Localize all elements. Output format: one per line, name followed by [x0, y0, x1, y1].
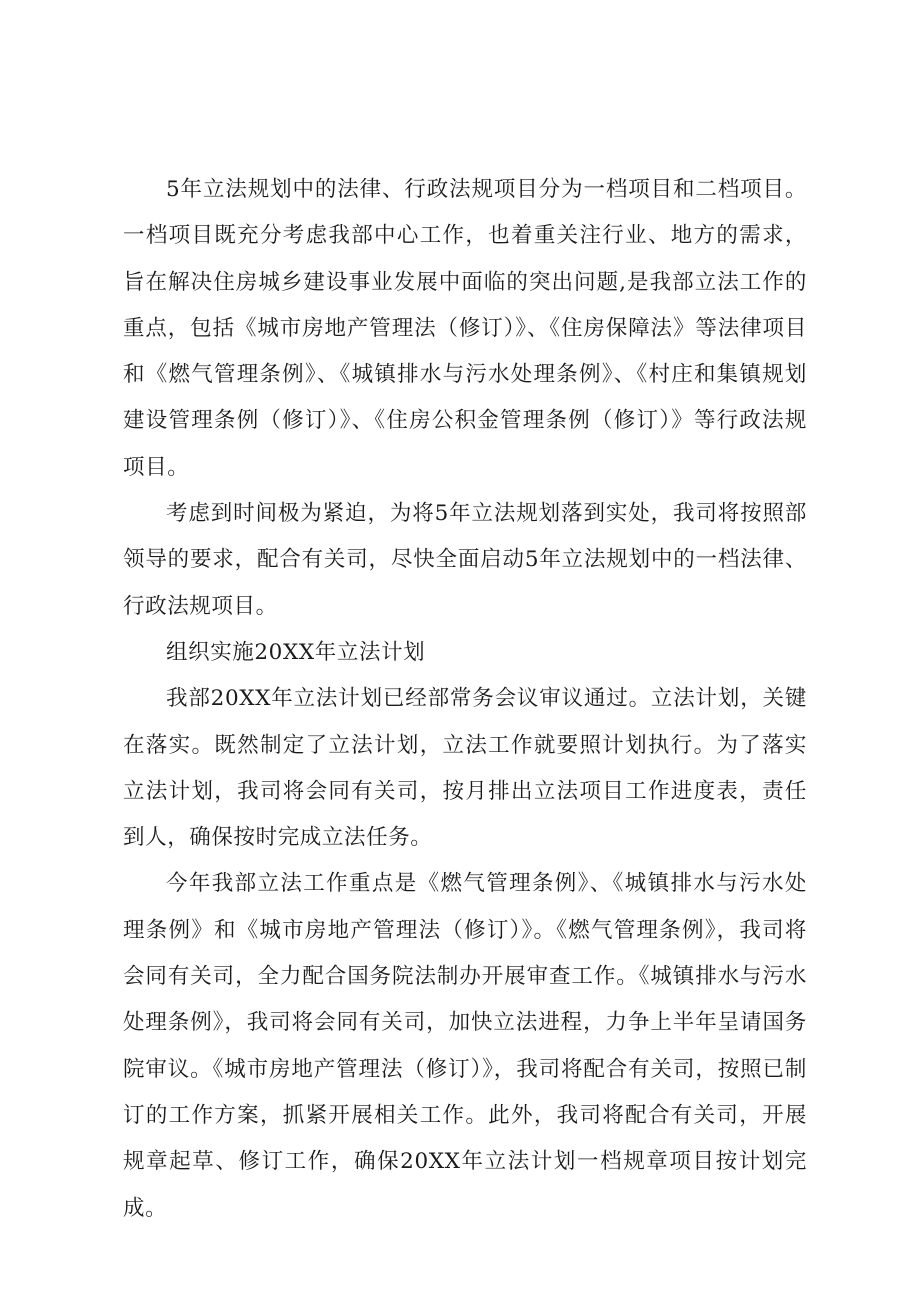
- paragraph-key-priorities: 今年我部立法工作重点是《燃气管理条例》、《城镇排水与污水处理条例》和《城市房地产管理法（修订）》。《燃气管理条例》，我司将会同有关司，全力配合国务院法制办开展审查工作。《城镇排水与污水处理条例》，我司将会同有关司，加快立法进程，力争上半年呈请国务院审议。《城市房地产管理法（修订）》，我司将配合有关司，按照已制订的工作方案，抓紧开展相关工作。此外，我司将配合有关司，开展规章起草、修订工作，确保20XX年立法计划一档规章项目按计划完成。: [123, 871, 807, 1221]
- paragraph-time-urgency: 考虑到时间极为紧迫，为将5年立法规划落到实处，我司将按照部领导的要求，配合有关司，尽快全面启动5年立法规划中的一档法律、行政法规项目。: [123, 501, 807, 619]
- paragraph-legislative-plan-items: 5年立法规划中的法律、行政法规项目分为一档项目和二档项目。一档项目既充分考虑我部中心工作，也着重关注行业、地方的需求，旨在解决住房城乡建设事业发展中面临的突出问题,是我部立法工作的重点，包括《城市房地产管理法（修订）》、《住房保障法》等法律项目和《燃气管理条例》、《城镇排水与污水处理条例》、《村庄和集镇规划建设管理条例（修订）》、《住房公积金管理条例（修订）》等行政法规项目。: [123, 177, 807, 480]
- document-body: [123, 167, 807, 1232]
- paragraph-plan-approved: 我部20XX年立法计划已经部常务会议审议通过。立法计划，关键在落实。既然制定了立法计划，立法工作就要照计划执行。为了落实立法计划，我司将会同有关司，按月排出立法项目工作进度表，责任到人，确保按时完成立法任务。: [123, 686, 807, 851]
- section-heading-implement-plan: 组织实施20XX年立法计划: [166, 639, 426, 665]
